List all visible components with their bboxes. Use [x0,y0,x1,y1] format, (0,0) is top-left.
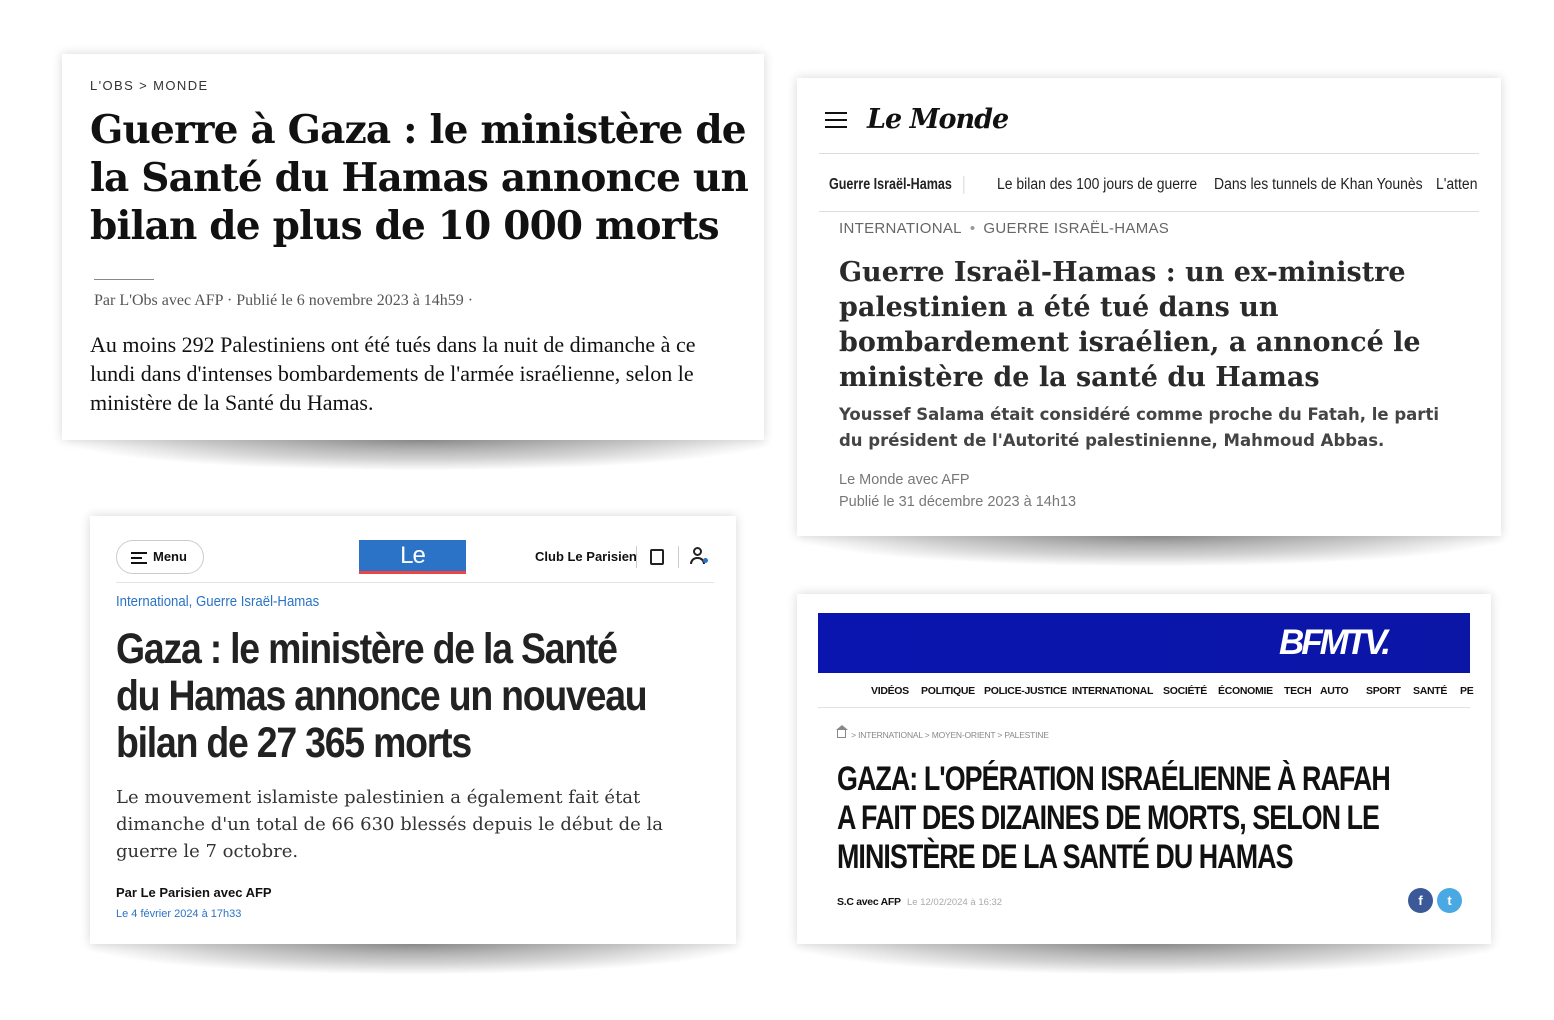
headline: Guerre Israël-Hamas : un ex-ministre palestinien a été tué dans un bombardement israélien, a annoncé le ministère de la santé du Hamas [839,257,1421,393]
le-monde-article-card [797,78,1501,536]
le-parisien-article-card [90,516,736,944]
nav-item-guerre-israel-hamas[interactable]: Guerre Israël-Hamas [829,176,993,194]
tag-line: INTERNATIONAL • GUERRE ISRAËL-HAMAS [839,220,1170,237]
breadcrumb[interactable]: L'OBS > MONDE [90,78,209,93]
divider [94,279,154,280]
menu-label: Menu [153,549,187,564]
hamburger-menu-icon[interactable] [825,112,847,128]
bfmtv-article-card [797,594,1491,944]
bfmtv-logo[interactable]: BFMTV. [1278,623,1388,662]
headline: GAZA: L'OPÉRATION ISRAÉLIENNE À RAFAH A FAIT DES DIZAINES DE MORTS, SELON LE MINISTÈRE DE LA SANTÉ DU HAMAS [837,760,1390,876]
divider [678,546,679,568]
publish-date: Publié le 31 décembre 2023 à 14h13 [839,494,1077,510]
nav-item-sport[interactable]: SPORT [1366,685,1401,697]
nav-item-societe[interactable]: SOCIÉTÉ [1163,685,1207,697]
nav-item-sante[interactable]: SANTÉ [1413,685,1448,697]
nav-item-videos[interactable]: VIDÉOS [871,685,909,697]
author: Le Monde avec AFP [839,472,970,488]
twitter-share-icon[interactable]: t [1437,888,1462,913]
menu-button[interactable] [116,540,204,574]
tag-international[interactable]: INTERNATIONAL [839,220,962,237]
le-monde-logo[interactable]: Le Monde [867,104,1009,135]
nav-item-attente[interactable]: L'atten [1436,176,1478,193]
obs-article-card [62,54,764,440]
user-account-icon[interactable] [690,547,706,565]
tag-links[interactable]: International, Guerre Israël-Hamas [116,593,320,610]
nav-item-politique[interactable]: POLITIQUE [921,685,975,697]
le-parisien-logo[interactable]: Le Parisien [359,540,466,574]
crumb-palestine[interactable]: PALESTINE [1004,730,1049,740]
nav-item-tech[interactable]: TECH [1284,685,1312,697]
menu-icon [131,552,147,564]
publish-date: Le 4 février 2024 à 17h33 [116,908,242,920]
club-link[interactable]: Club Le Parisien [535,549,637,564]
headline: Guerre à Gaza : le ministère de la Santé du Hamas annonce un bilan de plus de 10 000 morts [90,107,749,249]
publish-date: Le 12/02/2024 à 16:32 [907,897,1003,908]
author: Par Le Parisien avec AFP [116,885,272,900]
header-bar [819,104,1479,154]
author: S.C avec AFP [837,896,901,908]
tag-guerre-israel-hamas[interactable]: GUERRE ISRAËL-HAMAS [983,220,1170,237]
home-icon[interactable] [837,730,846,738]
nav-item-tunnels-khan-younes[interactable]: Dans les tunnels de Khan Younès [1214,176,1423,193]
lead-paragraph: Au moins 292 Palestiniens ont été tués dans la nuit de dimanche à ce lundi dans d'intenses bombardements de l'armée israélienne, selon le ministère de la Santé du Hamas. [90,332,696,415]
topic-nav [819,168,1479,212]
nav-item-pe[interactable]: PE [1460,685,1474,697]
byline: Par L'Obs avec AFP · Publié le 6 novembre 2023 à 14h59 · [94,292,474,309]
header-band [818,613,1470,673]
nav-item-economie[interactable]: ÉCONOMIE [1218,685,1273,697]
nav-item-police-justice[interactable]: POLICE-JUSTICE [984,685,1067,697]
crumb-moyen-orient[interactable]: MOYEN-ORIENT [931,730,996,740]
breadcrumb: > INTERNATIONAL > MOYEN-ORIENT > PALESTINE [837,730,1049,740]
nav-item-international[interactable]: INTERNATIONAL [1072,685,1154,697]
lead-paragraph: Youssef Salama était considéré comme proche du Fatah, le parti du président de l'Autorité palestinienne, Mahmoud Abbas. [839,405,1439,450]
section-nav [818,674,1474,708]
divider [636,546,637,568]
divider [116,582,714,583]
crumb-international[interactable]: INTERNATIONAL [858,730,923,740]
facebook-share-icon[interactable]: f [1408,888,1433,913]
lead-paragraph: Le mouvement islamiste palestinien a également fait état dimanche d'un total de 66 630 blessés depuis le début de la guerre le 7 octobre. [116,787,663,862]
nav-item-bilan-100-jours[interactable]: Le bilan des 100 jours de guerre [997,176,1198,193]
newspaper-icon[interactable] [650,549,664,565]
headline: Gaza : le ministère de la Santé du Hamas annonce un nouveau bilan de 27 365 morts [116,625,647,767]
nav-item-auto[interactable]: AUTO [1320,685,1349,697]
